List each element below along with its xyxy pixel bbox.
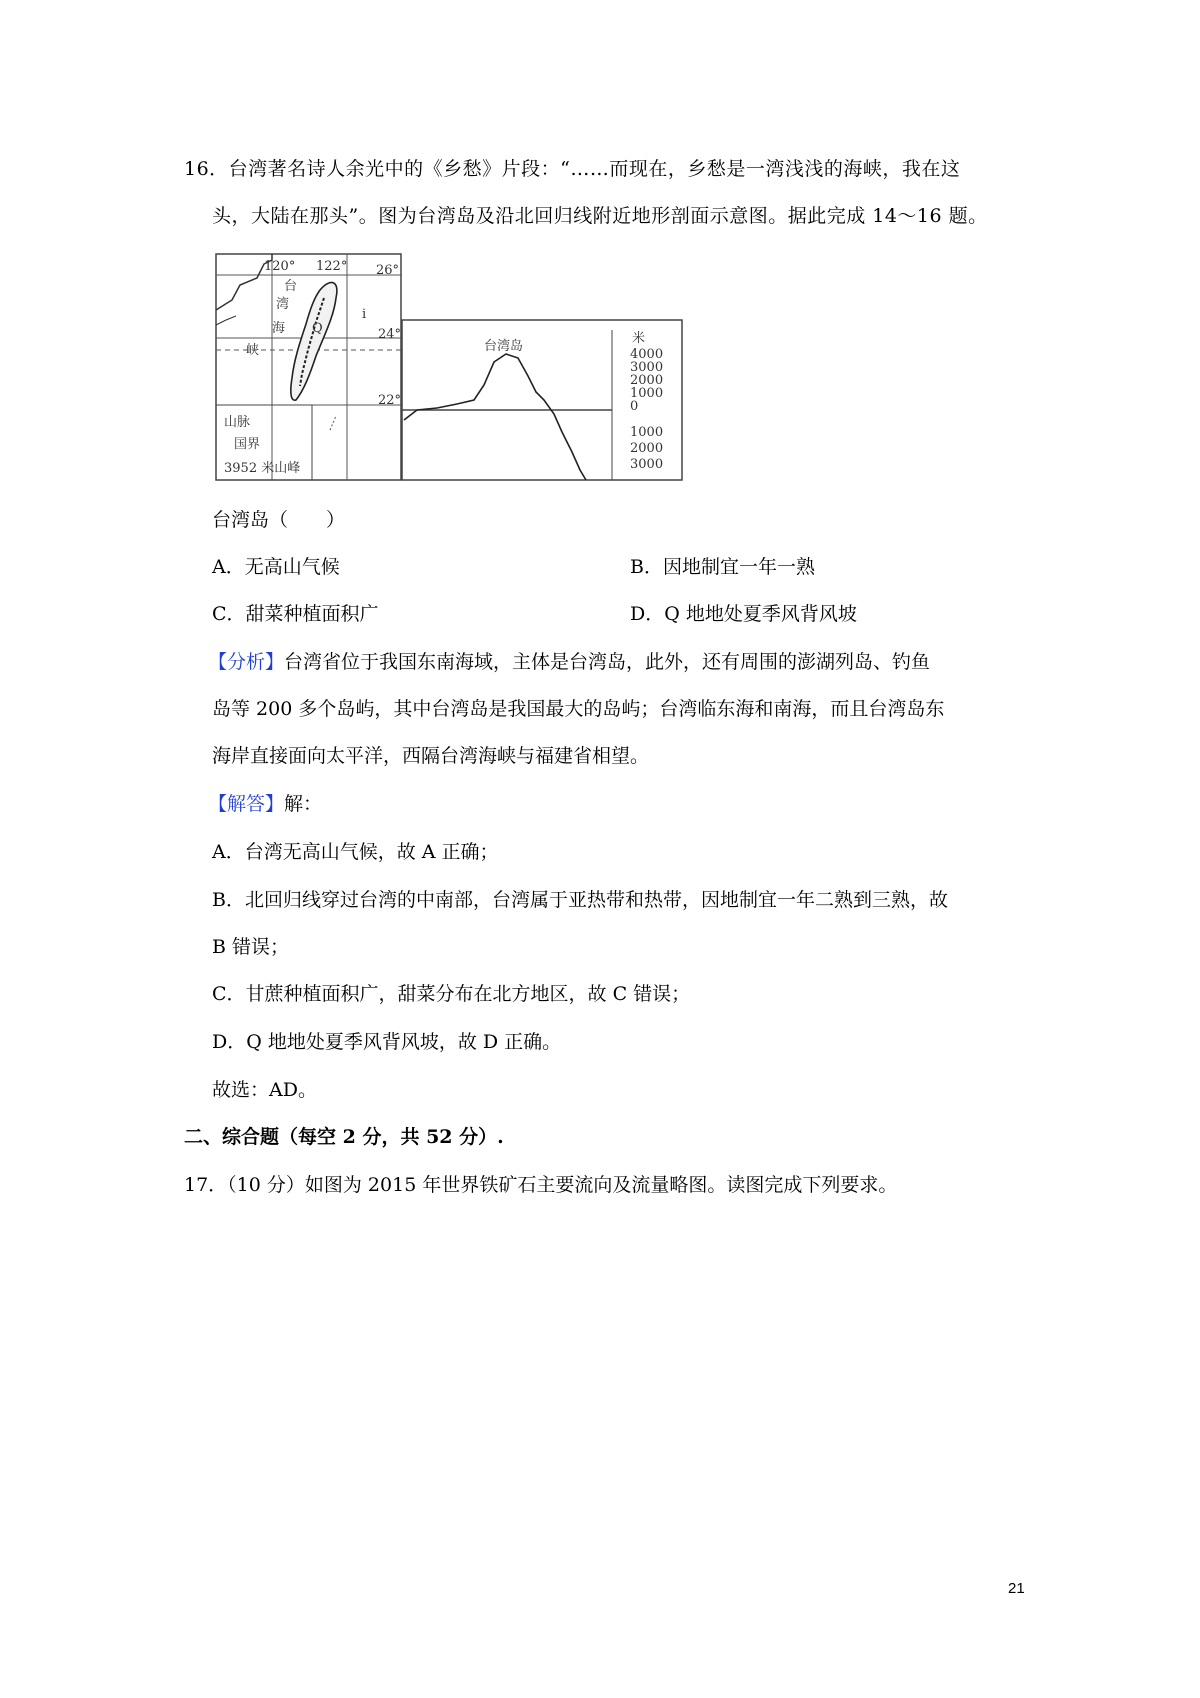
label-q: Q xyxy=(312,321,323,336)
option-d: D．Q 地地处夏季风背风坡 xyxy=(630,603,857,625)
profile-title: 台湾岛 xyxy=(484,339,524,354)
solution-b-line2: B 错误； xyxy=(212,936,290,958)
profile-tick-up: 3000 xyxy=(630,360,664,375)
solution-intro: 解： xyxy=(284,793,323,815)
profile-tick-up: 2000 xyxy=(630,373,664,388)
solution-line xyxy=(208,792,322,816)
profile-tick-up: 0 xyxy=(630,399,639,414)
analysis-line1 xyxy=(208,650,930,674)
legend-peak: 3952 米山峰 xyxy=(224,461,301,476)
legend-border: 国界 xyxy=(234,437,261,452)
final-answer: 故选：AD。 xyxy=(212,1079,317,1101)
taiwan-island xyxy=(291,282,337,400)
analysis-text1: 台湾省位于我国东南海域，主体是台湾岛，此外，还有周围的澎湖列岛、钓鱼 xyxy=(284,651,931,673)
profile-tick-labels xyxy=(630,347,663,472)
label-tai: 台 xyxy=(284,279,298,294)
option-a: A．无高山气候 xyxy=(212,556,340,578)
solution-d: D．Q 地地处夏季风背风坡，故 D 正确。 xyxy=(212,1031,562,1053)
label-lat-26: 26° xyxy=(376,263,400,278)
option-b: B．因地制宜一年一熟 xyxy=(630,556,815,578)
taiwan-figure xyxy=(212,250,732,490)
q16-stem: 台湾岛（ ） xyxy=(212,509,346,531)
terrain-profile xyxy=(404,354,586,480)
label-lat-24: 24° xyxy=(378,327,402,342)
q16-text-line1: 16．台湾著名诗人余光中的《乡愁》片段：“……而现在，乡愁是一湾浅浅的海峡，我在这 xyxy=(184,158,961,180)
solution-b-line1: B．北回归线穿过台湾的中南部，台湾属于亚热带和热带，因地制宜一年二熟到三熟，故 xyxy=(212,889,948,911)
profile-tick-down: 1000 xyxy=(630,425,664,440)
q17-text: 17．（10 分）如图为 2015 年世界铁矿石主要流向及流量略图。读图完成下列要求。 xyxy=(184,1174,898,1196)
mainland-coast-2 xyxy=(216,316,236,325)
page-number: 21 xyxy=(1008,1580,1025,1597)
label-lon-122: 122° xyxy=(316,259,348,274)
profile-tick-up: 4000 xyxy=(630,347,664,362)
solution-a: A．台湾无高山气候，故 A 正确； xyxy=(212,841,499,863)
profile-unit: 米 xyxy=(632,331,646,346)
legend-mountain: 山脉 xyxy=(224,415,251,430)
analysis-line3: 海岸直接面向太平洋，西隔台湾海峡与福建省相望。 xyxy=(212,745,650,767)
analysis-line2: 岛等 200 多个岛屿，其中台湾岛是我国最大的岛屿；台湾临东海和南海，而且台湾岛东 xyxy=(212,698,945,720)
profile-tick-down: 2000 xyxy=(630,441,664,456)
profile-tick-down: 3000 xyxy=(630,457,664,472)
label-hai: 海 xyxy=(272,321,286,336)
label-lat-22: 22° xyxy=(378,393,402,408)
solution-c: C．甘蔗种植面积广，甜菜分布在北方地区，故 C 错误； xyxy=(212,983,691,1005)
taiwan-map-and-profile xyxy=(212,250,732,490)
border-dash xyxy=(330,416,336,430)
label-i: i xyxy=(362,307,367,322)
label-lon-120: 120° xyxy=(264,259,296,274)
solution-tag: 【解答】 xyxy=(208,793,285,815)
section-2-heading: 二、综合题（每空 2 分，共 52 分）. xyxy=(184,1126,504,1148)
q16-text-line2: 头，大陆在那头”。图为台湾岛及沿北回归线附近地形剖面示意图。据此完成 14～16 题。 xyxy=(212,205,988,227)
label-wan: 湾 xyxy=(276,297,290,312)
label-xia: 峡 xyxy=(246,343,260,358)
option-c: C．甜菜种植面积广 xyxy=(212,603,379,625)
analysis-tag: 【分析】 xyxy=(208,651,285,673)
profile-tick-up: 1000 xyxy=(630,386,664,401)
